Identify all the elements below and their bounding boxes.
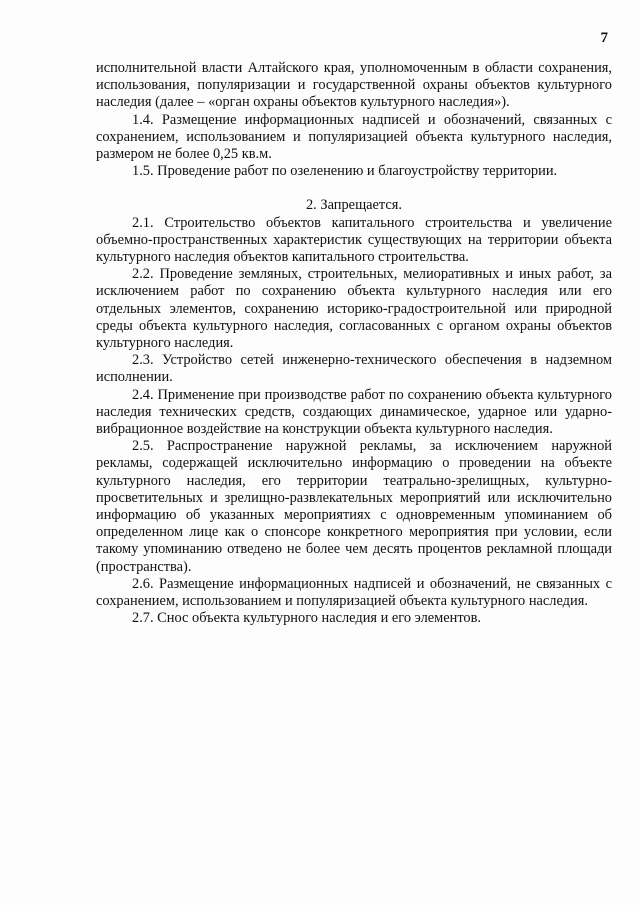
paragraph-2-5: 2.5. Распространение наружной рекламы, за исключением наружной рекламы, содержащей исключительно информацию о проведении на объекте культурного наследия, его территории театрально-зрелищных, культурно-просветительных и зрелищно-развлекательных мероприятий или исключительно информацию об указанных мероприятиях с одновременным упоминанием об определенном лице как о спонсоре конкретного мероприятия при условии, если такому упоминанию отведено не более чем десять процентов рекламной площади (пространства).	[96, 438, 612, 575]
paragraph-2-3: 2.3. Устройство сетей инженерно-технического обеспечения в надземном исполнении.	[96, 352, 612, 386]
paragraph-1-5: 1.5. Проведение работ по озеленению и благоустройству территории.	[132, 163, 558, 180]
page-number: 7	[600, 30, 608, 46]
paragraph-2-1: 2.1. Строительство объектов капитального строительства и увеличение объемно-пространственных характеристик существующих на территории объекта культурного наследия объектов капитального строительства.	[96, 214, 612, 266]
document-body	[96, 60, 612, 628]
paragraph-2-4: 2.4. Применение при производстве работ по сохранению объекта культурного наследия технических средств, создающих динамическое, ударное или ударно-вибрационное воздействие на конструкции объекта культурного наследия.	[96, 386, 612, 438]
paragraph-2-7: 2.7. Снос объекта культурного наследия и его элементов.	[132, 610, 482, 627]
section-heading: 2. Запрещается.	[305, 197, 402, 214]
paragraph-2-2: 2.2. Проведение земляных, строительных, мелиоративных и иных работ, за исключением работ по сохранению объекта культурного наследия или его отдельных элементов, сохранению историко-градостроительной или природной среды объекта культурного наследия, согласованных с органом охраны объектов культурного наследия.	[96, 266, 612, 352]
paragraph-continuation: исполнительной власти Алтайского края, уполномоченным в области сохранения, использования, популяризации и государственной охраны объектов культурного наследия (далее – «орган охраны объектов культурного наследия»).	[96, 60, 612, 111]
paragraph-2-6: 2.6. Размещение информационных надписей и обозначений, не связанных с сохранением, использованием и популяризацией объекта культурного наследия.	[96, 575, 612, 610]
paragraph-1-4: 1.4. Размещение информационных надписей и обозначений, связанных с сохранением, использованием и популяризацией объекта культурного наследия, размером не более 0,25 кв.м.	[96, 111, 612, 163]
